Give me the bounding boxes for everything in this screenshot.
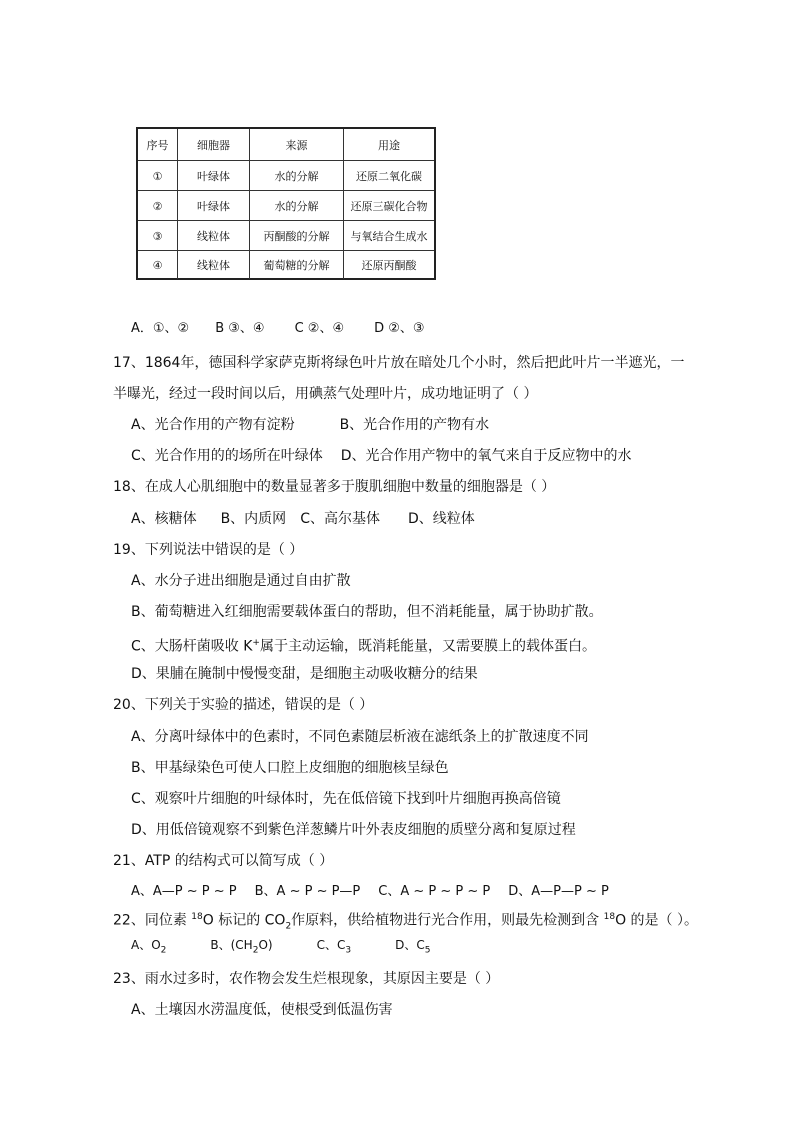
option-text: A、光合作用的产物有淀粉 [131, 417, 295, 433]
table-header-cell: 细胞器 [178, 129, 250, 160]
option-text: B ③、④ [215, 321, 265, 336]
table-cell: 线粒体 [178, 251, 250, 279]
option-text: D、光合作用产物中的氧气来自于反应物中的水 [340, 448, 632, 464]
q16-options [131, 319, 425, 339]
q17-stem: 半曝光，经过一段时间以后，用碘蒸气处理叶片，成功地证明了（ ） [113, 386, 538, 402]
superscript: 18 [191, 912, 203, 922]
superscript: 18 [603, 912, 616, 922]
table-cell: 还原丙酮酸 [361, 259, 417, 272]
option-text: C ②、④ [294, 321, 345, 336]
subscript: 2 [285, 921, 292, 932]
q17-options-row [131, 415, 489, 435]
q18-options [131, 509, 475, 529]
table-cell: 叶绿体 [178, 191, 250, 221]
option-text: C、C [316, 938, 346, 952]
option-text: C、大肠杆菌吸收 K [131, 638, 253, 655]
stem-text: O 的是（ ）。 [615, 912, 698, 929]
subscript: 5 [424, 945, 431, 956]
table-cell: 丙酮酸的分解 [250, 221, 344, 251]
q17-options-row [131, 446, 632, 466]
table-row [138, 160, 434, 191]
option-text: B、(CH [210, 938, 253, 952]
option-text: B、A ~ P ~ P—P [254, 884, 361, 899]
option-text: D、用低倍镜观察不到紫色洋葱鳞片叶外表皮细胞的质壁分离和复原过程 [131, 822, 576, 838]
q19-stem: 19、下列说法中错误的是（ ） [113, 542, 304, 558]
option-text: A、O [131, 938, 161, 952]
organelle-table [136, 127, 436, 280]
q21-stem: 21、ATP 的结构式可以简写成（ ） [113, 853, 334, 869]
q17-stem: 17、1864年，德国科学家萨克斯将绿色叶片放在暗处几个小时，然后把此叶片一半遮光，一 [113, 355, 685, 371]
option-text: D ②、③ [374, 321, 425, 336]
table-cell: 葡萄糖的分解 [250, 251, 344, 279]
q19-option-c [131, 633, 596, 657]
option-text: D、线粒体 [407, 511, 475, 527]
option-text: 属于主动运输，既消耗能量，又需要膜上的载体蛋白。 [259, 638, 596, 655]
table-header-cell: 用途 [378, 138, 400, 152]
table-row [138, 220, 434, 251]
option-text: A、土壤因水涝温度低，使根受到低温伤害 [131, 1002, 393, 1018]
table-cell: 还原三碳化合物 [350, 200, 428, 213]
table-header-cell: 序号 [138, 129, 178, 160]
q22-stem [113, 907, 698, 936]
superscript: + [252, 638, 260, 648]
option-text: A．①、② [131, 321, 190, 336]
table-cell: ③ [138, 221, 178, 251]
stem-text: O 标记的 CO [202, 912, 286, 929]
option-text: A、分离叶绿体中的色素时，不同色素随层析液在滤纸条上的扩散速度不同 [131, 729, 589, 745]
table-cell: 与氧结合生成水 [350, 230, 428, 243]
q18-stem: 18、在成人心肌细胞中的数量显著多于腹肌细胞中数量的细胞器是（ ） [113, 479, 556, 495]
table-cell: ① [138, 161, 178, 191]
option-text: C、A ~ P ~ P ~ P [378, 884, 491, 899]
q23-stem: 23、雨水过多时，农作物会发生烂根现象，其原因主要是（ ） [113, 971, 500, 987]
q20-stem: 20、下列关于实验的描述，错误的是（ ） [113, 697, 374, 713]
option-text: B、内质网 [220, 511, 287, 527]
option-text: D、C [395, 938, 425, 952]
q21-options [131, 882, 609, 902]
option-text: A、核糖体 [131, 511, 197, 527]
table-cell: 水的分解 [250, 191, 344, 221]
table-cell: 叶绿体 [178, 161, 250, 191]
option-text: C、光合作用的的场所在叶绿体 [131, 448, 323, 464]
table-cell: 水的分解 [250, 161, 344, 191]
option-text: A、A—P ~ P ~ P [131, 884, 237, 899]
option-text: D、果脯在腌制中慢慢变甜，是细胞主动吸收糖分的结果 [131, 666, 478, 682]
option-text: B、甲基绿染色可使人口腔上皮细胞的细胞核呈绿色 [131, 760, 449, 776]
table-cell: ④ [138, 251, 178, 279]
option-text: B、光合作用的产物有水 [339, 417, 490, 433]
table-header-cell: 来源 [250, 129, 344, 160]
option-text: C、高尔基体 [300, 511, 380, 527]
option-text: C、观察叶片细胞的叶绿体时，先在低倍镜下找到叶片细胞再换高倍镜 [131, 791, 561, 807]
option-text: D、A—P—P ~ P [508, 884, 609, 899]
table-header-row [138, 129, 434, 160]
subscript: 2 [252, 945, 259, 956]
stem-text: 作原料，供给植物进行光合作用，则最先检测到含 [291, 912, 604, 929]
table-cell: 线粒体 [178, 221, 250, 251]
q22-options [131, 935, 430, 960]
option-text: A、水分子进出细胞是通过自由扩散 [131, 573, 351, 589]
subscript: 3 [345, 945, 352, 956]
subscript: 2 [160, 945, 167, 956]
table-cell: ② [138, 191, 178, 221]
option-text: B、葡萄糖进入红细胞需要载体蛋白的帮助，但不消耗能量，属于协助扩散。 [131, 604, 603, 620]
option-text: O) [258, 938, 273, 952]
table-cell: 还原二氧化碳 [356, 170, 422, 183]
table-row [138, 190, 434, 221]
table-row [138, 250, 434, 279]
stem-text: 22、同位素 [113, 912, 192, 929]
